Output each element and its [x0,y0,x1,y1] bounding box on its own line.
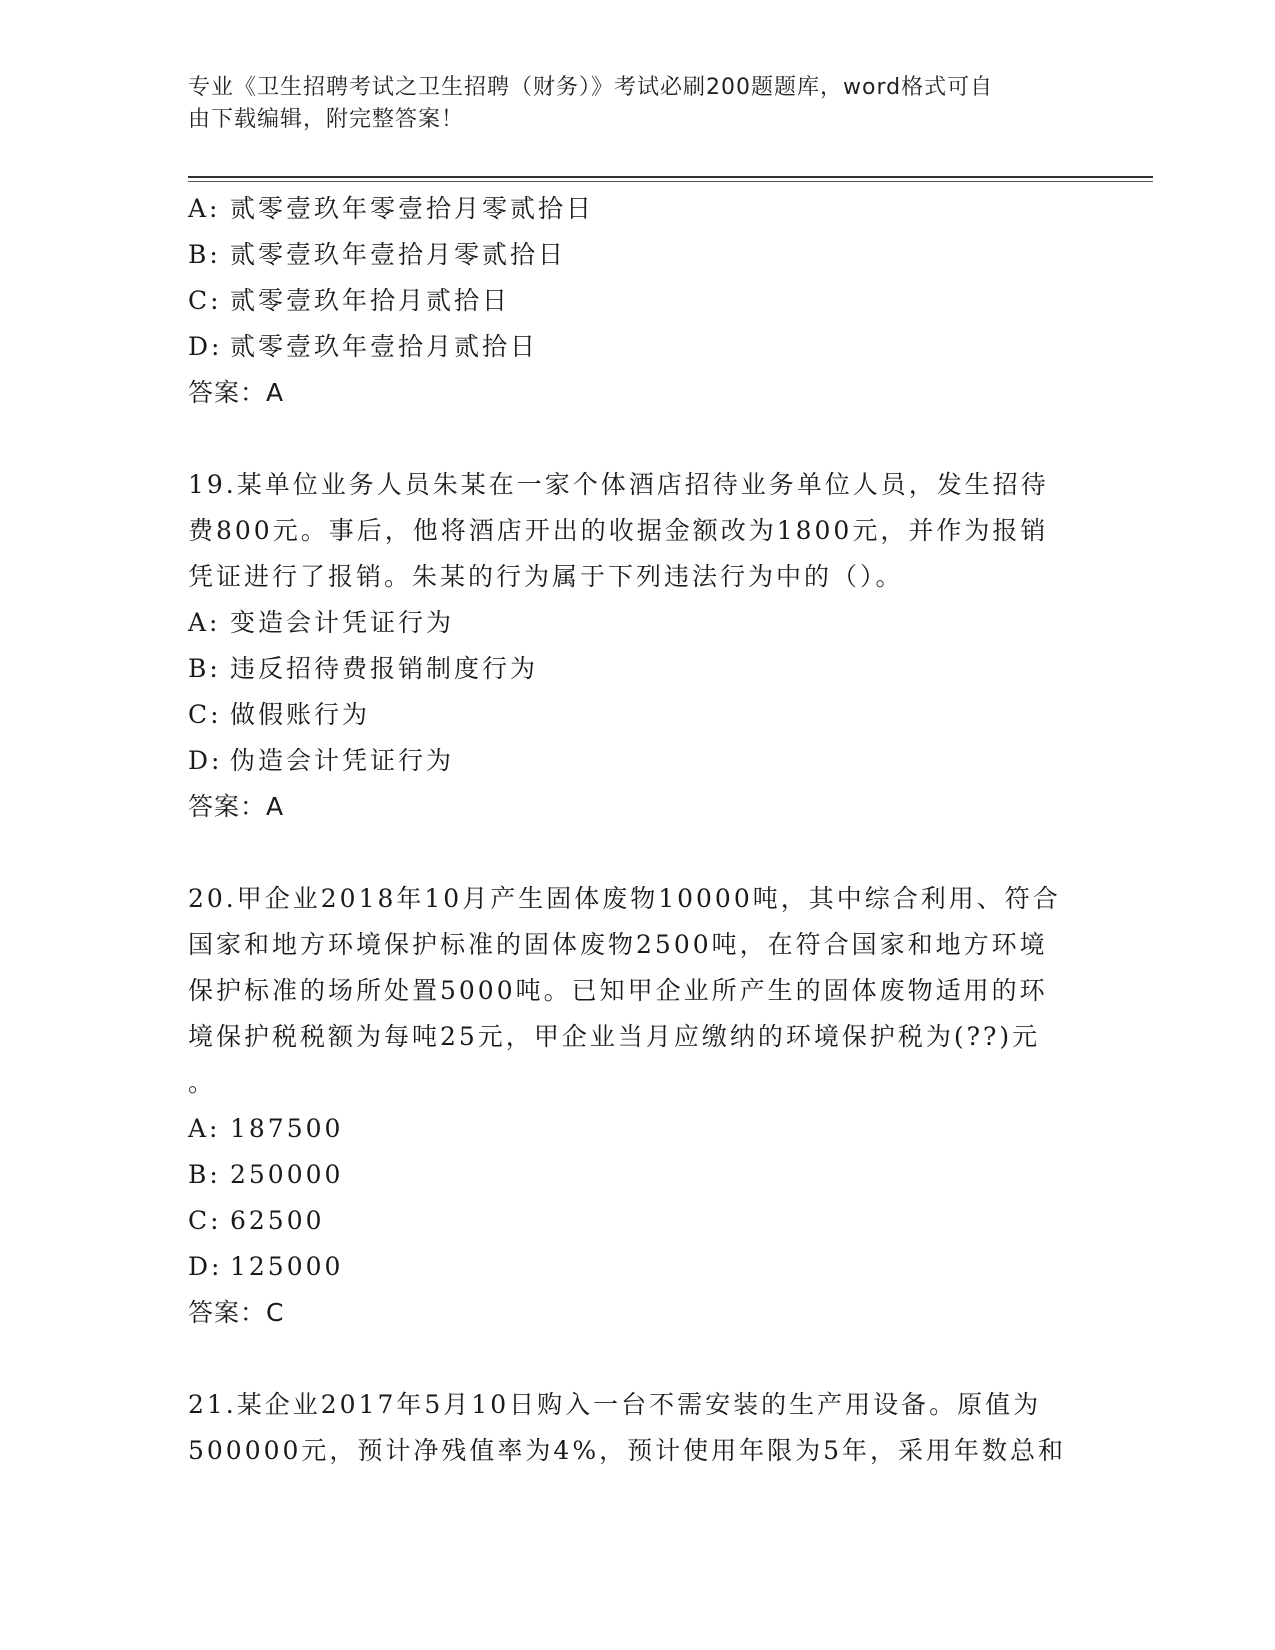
option-text: 贰零壹玖年拾月贰拾日 [230,286,511,315]
option-a [188,186,1088,232]
option-text: 187500 [230,1114,344,1143]
option-d [188,738,1088,784]
header-divider-thin [188,181,1153,182]
question-21 [188,1382,1088,1474]
option-key: B: [188,240,221,269]
document-header [188,72,1088,136]
question-stem-line: 。 [188,1068,217,1097]
option-key: A: [188,608,221,637]
question-stem-line: 21.某企业2017年5月10日购入一台不需安装的生产用设备。原值为 [188,1390,1042,1419]
answer-line: 答案：A [188,378,285,407]
question-stem-line: 凭证进行了报销。朱某的行为属于下列违法行为中的（）。 [188,562,904,591]
option-text: 伪造会计凭证行为 [230,746,455,775]
spacer [188,1336,1088,1382]
question-stem-line: 20.甲企业2018年10月产生固体废物10000吨，其中综合利用、符合 [188,884,1061,913]
question-stem-line: 费800元。事后，他将酒店开出的收据金额改为1800元，并作为报销 [188,516,1049,545]
option-key: A: [188,1114,221,1143]
question-18 [188,186,1088,416]
header-line-2: 由下载编辑，附完整答案！ [188,107,465,132]
option-text: 违反招待费报销制度行为 [230,654,539,683]
option-text: 62500 [230,1206,325,1235]
option-a [188,1106,1088,1152]
option-b [188,232,1088,278]
option-c [188,278,1088,324]
header-divider-thick [188,176,1153,178]
question-19 [188,462,1088,830]
option-key: D: [188,332,223,361]
option-d [188,1244,1088,1290]
option-b [188,646,1088,692]
option-text: 做假账行为 [230,700,371,729]
question-stem-line: 19.某单位业务人员朱某在一家个体酒店招待业务单位人员，发生招待 [188,470,1049,499]
spacer [188,416,1088,462]
option-a [188,600,1088,646]
option-key: C: [188,700,222,729]
question-20 [188,876,1088,1336]
option-text: 125000 [230,1252,344,1281]
option-text: 贰零壹玖年壹拾月贰拾日 [230,332,539,361]
option-key: B: [188,654,221,683]
option-text: 贰零壹玖年零壹拾月零贰拾日 [230,194,595,223]
option-c [188,1198,1088,1244]
header-line-1: 专业《卫生招聘考试之卫生招聘（财务）》考试必刷200题题库，word格式可自 [188,75,994,100]
option-text: 250000 [230,1160,344,1189]
answer-line: 答案：A [188,792,285,821]
option-key: C: [188,1206,222,1235]
option-key: D: [188,746,223,775]
question-stem-line: 国家和地方环境保护标准的固体废物2500吨，在符合国家和地方环境 [188,930,1048,959]
option-text: 变造会计凭证行为 [230,608,455,637]
spacer [188,830,1088,876]
option-key: D: [188,1252,223,1281]
option-key: C: [188,286,222,315]
question-stem-line: 500000元，预计净残值率为4%，预计使用年限为5年，采用年数总和 [188,1436,1067,1465]
option-b [188,1152,1088,1198]
document-body [188,186,1088,1474]
option-key: A: [188,194,221,223]
question-stem-line: 保护标准的场所处置5000吨。已知甲企业所产生的固体废物适用的环 [188,976,1048,1005]
question-stem-line: 境保护税税额为每吨25元，甲企业当月应缴纳的环境保护税为(??)元 [188,1022,1041,1051]
option-text: 贰零壹玖年壹拾月零贰拾日 [230,240,567,269]
option-d [188,324,1088,370]
option-c [188,692,1088,738]
answer-line: 答案：C [188,1298,285,1327]
option-key: B: [188,1160,221,1189]
